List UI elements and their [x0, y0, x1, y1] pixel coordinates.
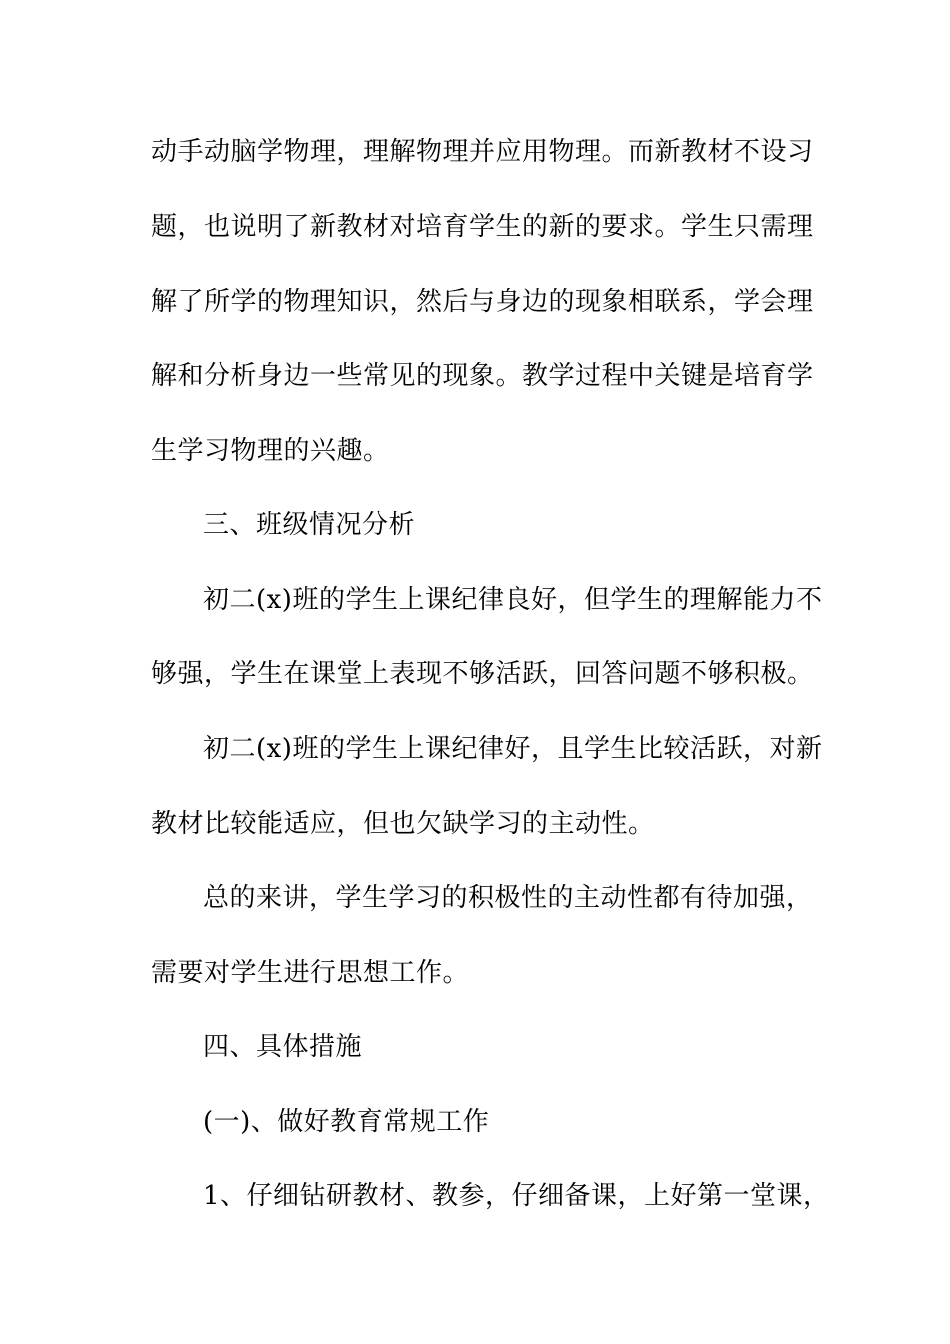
section-heading: 四、具体措施: [203, 1032, 363, 1062]
body-text-line: 够强，学生在课堂上表现不够活跃，回答问题不够积极。: [151, 659, 814, 689]
body-text-line: 初二(x)班的学生上课纪律良好，但学生的理解能力不: [203, 585, 823, 615]
body-text-line: 动手动脑学物理，理解物理并应用物理。而新教材不设习: [151, 137, 814, 167]
body-text-line: 总的来讲，学生学习的积极性的主动性都有待加强，: [203, 883, 813, 913]
body-text-line: 题，也说明了新教材对培育学生的新的要求。学生只需理: [151, 212, 814, 242]
body-text-line: 解了所学的物理知识，然后与身边的现象相联系，学会理: [151, 287, 814, 317]
body-text-line: 1、仔细钻研教材、教参，仔细备课，上好第一堂课，: [203, 1181, 830, 1211]
body-text-line: 生学习物理的兴趣。: [151, 436, 390, 466]
body-text-line: 教材比较能适应，但也欠缺学习的主动性。: [151, 809, 655, 839]
subsection-heading: (一)、做好教育常规工作: [203, 1107, 490, 1137]
body-text-line: 需要对学生进行思想工作。: [151, 958, 470, 988]
body-text-line: 解和分析身边一些常见的现象。教学过程中关键是培育学: [151, 361, 814, 391]
section-heading: 三、班级情况分析: [203, 510, 416, 540]
body-text-line: 初二(x)班的学生上课纪律好，且学生比较活跃，对新: [203, 734, 823, 764]
